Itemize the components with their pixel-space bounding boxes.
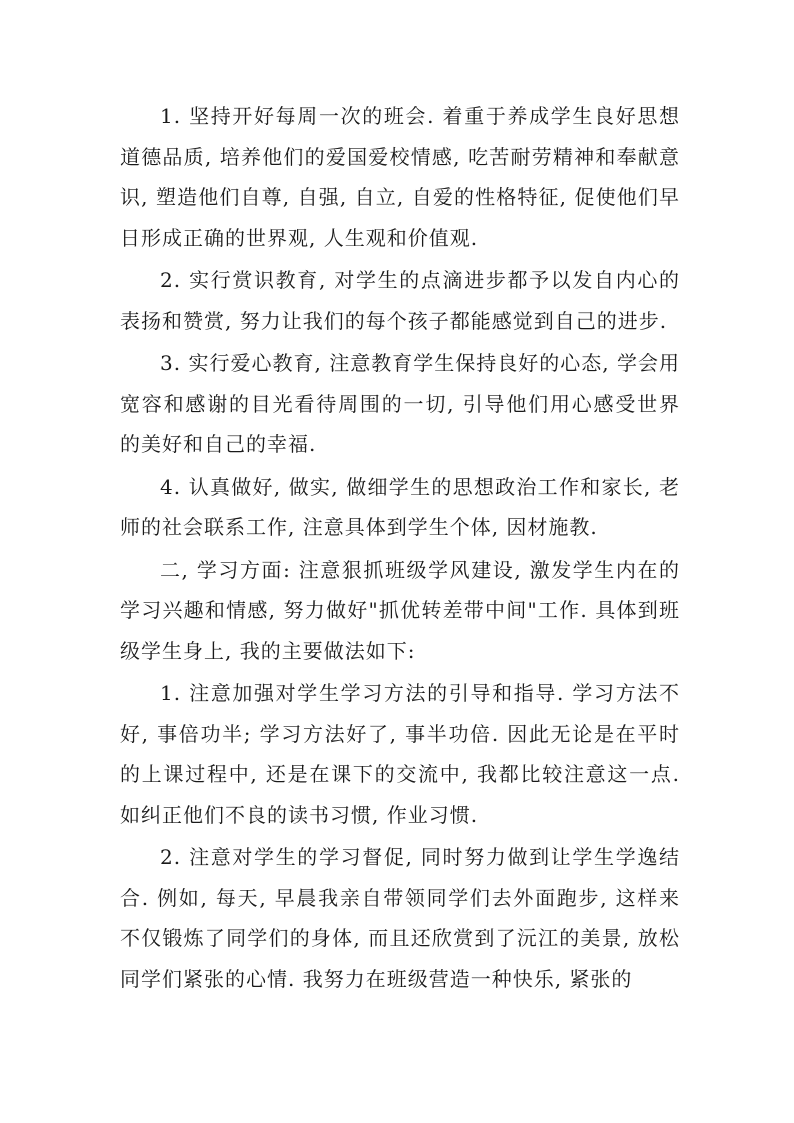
paragraph-love-education: 3. 实行爱心教育, 注意教育学生保持良好的心态, 学会用宽容和感谢的目光看待周围的一切, 引导他们用心感受世界的美好和自己的幸福.	[120, 351, 680, 456]
paragraph-class-meeting: 1. 坚持开好每周一次的班会. 着重于养成学生良好思想道德品质, 培养他们的爱国爱校情感, 吃苦耐劳精神和奉献意识, 塑造他们自尊, 自强, 自立, 自爱的性格特征, 促使他们早日形成正确的世界观, 人生观和价值观.	[120, 104, 680, 250]
paragraph-study-supervision: 2. 注意对学生的学习督促, 同时努力做到让学生学逸结合. 例如, 每天, 早晨我亲自带领同学们去外面跑步, 这样来不仅锻炼了同学们的身体, 而且还欣赏到了沅江的美景, 放松同学们紧张的心情. 我努力在班级营造一种快乐, 紧张的	[120, 845, 680, 991]
paragraph-ideological-work: 4. 认真做好, 做实, 做细学生的思想政治工作和家长, 老师的社会联系工作, 注意具体到学生个体, 因材施教.	[120, 474, 680, 539]
paragraph-study-section: 二, 学习方面: 注意狠抓班级学风建设, 激发学生内在的学习兴趣和情感, 努力做好"抓优转差带中间"工作. 具体到班级学生身上, 我的主要做法如下:	[120, 557, 680, 663]
paragraph-appreciation-education: 2. 实行赏识教育, 对学生的点滴进步都予以发自内心的表扬和赞赏, 努力让我们的每个孩子都能感觉到自己的进步.	[120, 268, 680, 333]
document-page	[120, 96, 680, 1001]
paragraph-study-methods: 1. 注意加强对学生学习方法的引导和指导. 学习方法不好, 事倍功半; 学习方法好了, 事半功倍. 因此无论是在平时的上课过程中, 还是在课下的交流中, 我都比较注意这一点. 如纠正他们不良的读书习惯, 作业习惯.	[120, 681, 680, 827]
